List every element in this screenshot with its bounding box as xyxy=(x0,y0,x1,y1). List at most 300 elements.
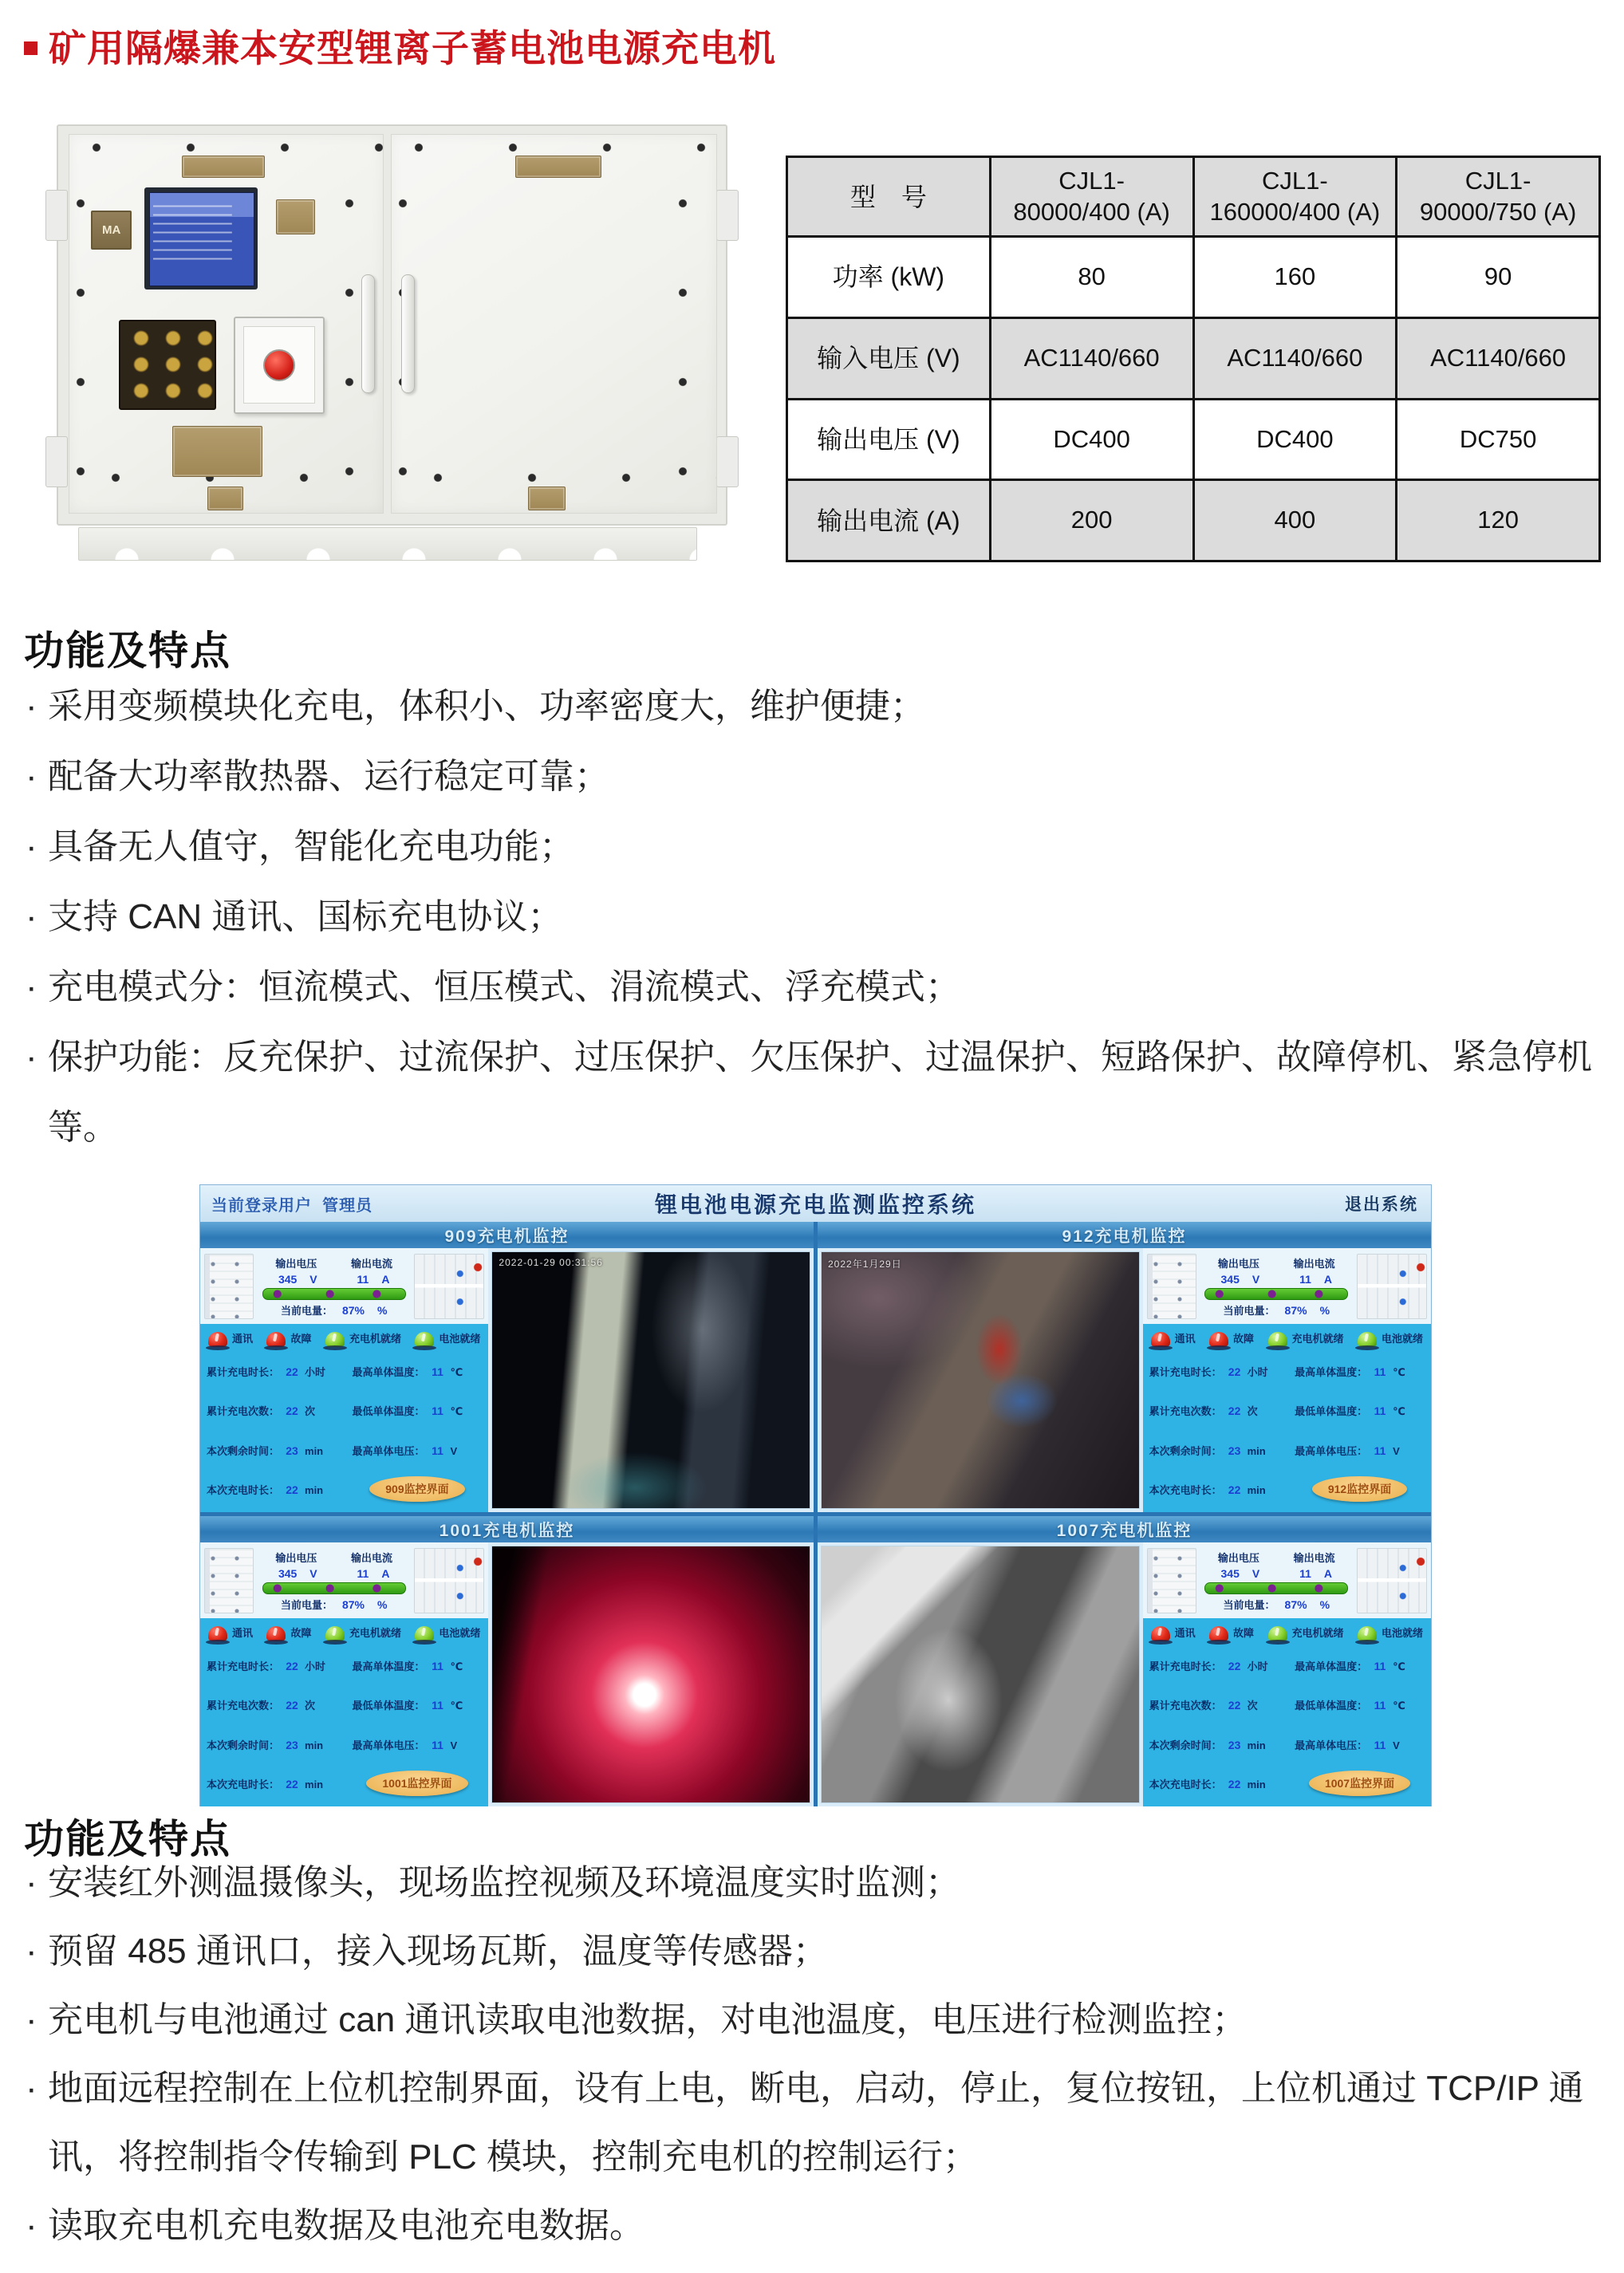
bottom-plate xyxy=(528,487,566,510)
cabinet-base-skirt xyxy=(78,527,697,561)
indicator-label: 故障 xyxy=(290,1627,312,1639)
charge-progress-bar xyxy=(262,1288,406,1300)
soc-value: 87% xyxy=(341,1597,365,1611)
output-voltage-label: 输出电压 xyxy=(1217,1551,1259,1564)
stat-unit: ℃ xyxy=(450,1366,463,1379)
charger-thumbnail xyxy=(204,1254,254,1319)
battery-thumbnail xyxy=(414,1548,484,1613)
stat-value: 22 xyxy=(1228,1365,1241,1379)
page-title xyxy=(24,19,776,73)
stat-unit: 小时 xyxy=(1247,1366,1268,1379)
spec-cell: 160 xyxy=(1193,237,1397,318)
model-line1: CJL1- xyxy=(1262,166,1328,195)
right-door-handle xyxy=(401,274,415,393)
stat-unit: V xyxy=(450,1444,458,1457)
soc-value: 87% xyxy=(1284,1597,1307,1611)
charger-stats-panel xyxy=(200,1618,488,1806)
output-current-unit: A xyxy=(381,1566,390,1580)
labels-row xyxy=(258,1255,409,1270)
stat-unit: 次 xyxy=(1247,1405,1258,1418)
spec-cell: 200 xyxy=(990,480,1193,561)
monitoring-system-screenshot xyxy=(199,1184,1432,1806)
spec-cell: AC1140/660 xyxy=(1193,317,1397,399)
bullet-marker: · xyxy=(26,827,37,866)
quadrant-1007-body xyxy=(818,1542,1431,1806)
bell-red-icon xyxy=(1151,1626,1170,1641)
stat-label: 本次充电时长： xyxy=(207,1483,280,1496)
stat-value: 11 xyxy=(432,1444,443,1457)
nameplate-small xyxy=(515,156,601,178)
indicator-battery-ready xyxy=(1358,1330,1423,1347)
bell-red-icon xyxy=(266,1332,286,1347)
spec-cell: 400 xyxy=(1193,480,1397,561)
stat-label: 累计充电次数： xyxy=(207,1405,280,1418)
stat-value: 11 xyxy=(1374,1365,1386,1379)
stat-unit: ℃ xyxy=(450,1405,463,1418)
quadrant-1001-body xyxy=(200,1542,814,1806)
stat-label: 累计充电时长： xyxy=(1149,1366,1222,1379)
stat-row xyxy=(207,1685,482,1724)
soc-label: 当前电量： xyxy=(1223,1598,1275,1611)
stat-row xyxy=(1149,1391,1425,1430)
soc-label: 当前电量： xyxy=(280,1304,333,1317)
camera-feed-1001 xyxy=(491,1546,810,1803)
soc-unit: % xyxy=(1319,1303,1330,1317)
bullet-marker: · xyxy=(26,1863,37,1902)
login-user-label xyxy=(211,1192,372,1215)
indicator-battery-ready xyxy=(415,1625,480,1641)
feature-text: 具备无人值守，智能化充电功能； xyxy=(48,827,574,866)
stat-unit: 次 xyxy=(305,1700,316,1712)
cabinet-body xyxy=(57,124,727,526)
model-line2: 80000/400 (A) xyxy=(1013,197,1170,226)
page-title-text: 矿用隔爆兼本安型锂离子蓄电池电源充电机 xyxy=(49,27,776,69)
charger-stats-1007 xyxy=(1143,1542,1431,1806)
stat-value: 22 xyxy=(286,1699,298,1712)
stat-unit: ℃ xyxy=(450,1660,463,1673)
lcd-display xyxy=(144,187,258,290)
soc-unit: % xyxy=(1319,1597,1330,1611)
feature-text: 读取充电机充电数据及电池充电数据。 xyxy=(48,2206,644,2245)
rating-nameplate xyxy=(172,426,262,477)
feature-item xyxy=(24,1986,1619,2054)
bullet-marker: · xyxy=(26,1038,37,1077)
login-user-value: 管理员 xyxy=(322,1196,373,1215)
stat-unit: V xyxy=(1393,1444,1400,1457)
output-current-unit: A xyxy=(1323,1272,1333,1286)
values-row xyxy=(258,1273,409,1286)
indicator-label: 充电机就绪 xyxy=(349,1627,401,1639)
bottom-plate xyxy=(207,487,243,510)
stat-unit: ℃ xyxy=(450,1700,463,1712)
camera-timestamp: 2022-01-29 00:31:56 xyxy=(499,1257,603,1268)
stat-unit: min xyxy=(305,1483,324,1496)
title-square-bullet-icon xyxy=(24,41,37,55)
spec-cell: 120 xyxy=(1397,480,1600,561)
labels-row xyxy=(1201,1255,1352,1270)
spec-cell: 90 xyxy=(1397,237,1600,318)
stat-row xyxy=(207,1646,482,1685)
left-door-handle xyxy=(361,274,375,393)
spec-header-col1 xyxy=(990,157,1193,237)
output-voltage-label: 输出电压 xyxy=(275,1257,317,1270)
features-heading-2: 功能及特点 xyxy=(24,1817,231,1861)
indicator-label: 通讯 xyxy=(1174,1627,1196,1639)
stat-label: 最高单体温度： xyxy=(352,1366,425,1379)
indicator-label: 电池就绪 xyxy=(1381,1333,1423,1345)
bell-red-icon xyxy=(1209,1332,1228,1347)
spec-row-output-current xyxy=(787,480,1600,561)
spec-header-col3 xyxy=(1397,157,1600,237)
spec-row-label: 输出电压 (V) xyxy=(787,399,991,480)
camera-feed-912 xyxy=(821,1251,1140,1509)
output-current-value: 11 xyxy=(357,1566,369,1580)
bullet-marker: · xyxy=(26,1932,37,1971)
stat-value: 23 xyxy=(286,1738,298,1751)
stat-value: 11 xyxy=(1374,1699,1386,1712)
exit-system-button[interactable]: 退出系统 xyxy=(1345,1196,1418,1214)
stat-value: 22 xyxy=(286,1365,298,1379)
stat-label: 累计充电次数： xyxy=(207,1700,280,1712)
indicator-comm xyxy=(208,1330,253,1347)
stat-label: 最低单体温度： xyxy=(352,1700,425,1712)
monitor-grid xyxy=(200,1222,1431,1806)
charger-stats-panel xyxy=(1143,1618,1431,1806)
overview-mid xyxy=(258,1550,409,1612)
stat-label: 本次剩余时间： xyxy=(207,1444,280,1457)
stat-row xyxy=(207,1725,482,1764)
output-voltage-unit: V xyxy=(1252,1566,1260,1580)
output-voltage-unit: V xyxy=(309,1272,317,1286)
indicator-label: 充电机就绪 xyxy=(1291,1333,1344,1345)
stat-row xyxy=(207,1391,482,1430)
feature-text: 保护功能：反充保护、过流保护、过压保护、欠压保护、过温保护、短路保护、故障停机、紧急停机等。 xyxy=(48,1038,1592,1147)
camera-feed-909 xyxy=(491,1251,810,1509)
stat-row xyxy=(1149,1470,1425,1509)
indicator-row xyxy=(1149,1329,1425,1352)
stat-unit: 小时 xyxy=(305,1366,326,1379)
stat-label: 最高单体温度： xyxy=(352,1660,425,1673)
bell-red-icon xyxy=(1151,1332,1170,1347)
indicator-label: 充电机就绪 xyxy=(1291,1627,1344,1639)
stat-label: 本次剩余时间： xyxy=(207,1739,280,1751)
charger-thumbnail xyxy=(1147,1548,1196,1613)
spec-table xyxy=(786,156,1601,562)
spec-row-label: 输出电流 (A) xyxy=(787,480,991,561)
output-current-unit: A xyxy=(381,1272,390,1286)
stat-unit: 小时 xyxy=(305,1660,326,1673)
features-list-2 xyxy=(24,1849,1619,2260)
stat-label: 最高单体电压： xyxy=(1295,1739,1368,1751)
indicator-label: 充电机就绪 xyxy=(349,1333,401,1345)
soc-value: 87% xyxy=(1284,1303,1307,1317)
indicator-label: 通讯 xyxy=(232,1627,254,1639)
output-voltage-value: 345 xyxy=(278,1566,298,1580)
stat-label: 最高单体温度： xyxy=(1295,1660,1368,1673)
monitor-view-button-1001[interactable]: 1001监控界面 xyxy=(366,1771,467,1796)
camera-timestamp: 2022年1月29日 xyxy=(828,1259,902,1270)
spec-header-model: 型 号 xyxy=(787,157,991,237)
indicator-row xyxy=(207,1623,482,1646)
stat-value: 11 xyxy=(432,1365,443,1379)
stat-value: 23 xyxy=(1228,1444,1241,1457)
charge-progress-bar xyxy=(1204,1288,1348,1300)
indicator-row xyxy=(1149,1623,1425,1646)
output-voltage-label: 输出电压 xyxy=(275,1551,317,1564)
output-current-value: 11 xyxy=(1299,1566,1311,1580)
bullet-marker: · xyxy=(26,2206,37,2245)
monitor-view-button-909[interactable]: 909监控界面 xyxy=(369,1476,464,1502)
output-voltage-unit: V xyxy=(1252,1272,1260,1286)
stat-label: 最低单体温度： xyxy=(1295,1700,1368,1712)
login-label: 当前登录用户 xyxy=(211,1196,312,1215)
hinge-left-top xyxy=(45,190,68,241)
stat-value: 22 xyxy=(286,1660,298,1673)
stat-unit: min xyxy=(1247,1778,1266,1790)
bullet-marker: · xyxy=(26,2069,37,2108)
quadrant-912 xyxy=(818,1222,1431,1512)
nameplate-small xyxy=(182,156,265,178)
stat-row xyxy=(207,1431,482,1470)
feature-item xyxy=(24,672,1619,742)
charger-stats-1001 xyxy=(200,1542,488,1806)
stat-label: 本次剩余时间： xyxy=(1149,1739,1222,1751)
stat-row xyxy=(1149,1764,1425,1803)
stat-unit: ℃ xyxy=(1393,1660,1405,1673)
output-current-value: 11 xyxy=(357,1272,369,1286)
output-voltage-unit: V xyxy=(309,1566,317,1580)
stat-unit: min xyxy=(1247,1483,1266,1496)
indicator-comm xyxy=(208,1625,253,1641)
charger-thumbnail xyxy=(1147,1254,1196,1319)
output-current-label: 输出电流 xyxy=(1293,1257,1335,1270)
stat-label: 累计充电时长： xyxy=(1149,1660,1222,1673)
stat-value: 11 xyxy=(1374,1444,1386,1457)
indicator-fault xyxy=(266,1625,311,1641)
spec-cell: DC750 xyxy=(1397,399,1600,480)
indicator-label: 通讯 xyxy=(232,1333,254,1345)
feature-item xyxy=(24,952,1619,1022)
values-row xyxy=(1201,1567,1352,1580)
battery-thumbnail xyxy=(1357,1548,1427,1613)
lcd-screen xyxy=(149,192,254,286)
stat-value: 22 xyxy=(286,1483,298,1496)
overview-mid xyxy=(258,1255,409,1318)
feature-text: 充电模式分：恒流模式、恒压模式、涓流模式、浮充模式； xyxy=(48,967,960,1007)
stat-label: 本次充电时长： xyxy=(207,1778,280,1790)
feature-text: 预留 485 通讯口，接入现场瓦斯，温度等传感器； xyxy=(48,1932,828,1971)
monitor-titlebar xyxy=(200,1185,1431,1222)
soc-row xyxy=(281,1597,388,1612)
model-line1: CJL1- xyxy=(1058,166,1125,195)
indicator-battery-ready xyxy=(415,1330,480,1347)
bell-green-icon xyxy=(1268,1332,1287,1347)
stat-label: 累计充电次数： xyxy=(1149,1405,1222,1418)
cabinet-right-door xyxy=(391,134,718,514)
soc-unit: % xyxy=(377,1303,388,1317)
indicator-fault xyxy=(1209,1625,1254,1641)
emergency-stop-box xyxy=(234,317,325,414)
stat-unit: 小时 xyxy=(1247,1660,1268,1673)
feature-item xyxy=(24,812,1619,882)
feature-text: 充电机与电池通过 can 通讯读取电池数据，对电池温度，电压进行检测监控； xyxy=(48,2000,1248,2039)
charger-overview-strip xyxy=(1143,1248,1431,1324)
stat-row xyxy=(1149,1431,1425,1470)
stat-unit: min xyxy=(305,1444,324,1457)
battery-thumbnail xyxy=(414,1254,484,1319)
quadrant-1001 xyxy=(200,1516,814,1806)
output-current-label: 输出电流 xyxy=(351,1551,393,1564)
bullet-marker: · xyxy=(26,757,37,796)
stat-label: 最低单体温度： xyxy=(352,1405,425,1418)
feature-text: 配备大功率散热器、运行稳定可靠； xyxy=(48,757,609,796)
bullet-marker: · xyxy=(26,967,37,1007)
stat-unit: min xyxy=(1247,1444,1266,1457)
soc-label: 当前电量： xyxy=(1223,1304,1275,1317)
spec-row-label: 功率 (kW) xyxy=(787,237,991,318)
charger-overview-strip xyxy=(200,1542,488,1618)
stat-label: 累计充电时长： xyxy=(207,1660,280,1673)
charger-stats-panel xyxy=(1143,1324,1431,1512)
stat-label: 最高单体电压： xyxy=(352,1444,425,1457)
output-voltage-value: 345 xyxy=(278,1272,298,1286)
connector-panel xyxy=(119,320,216,410)
output-voltage-value: 345 xyxy=(1220,1272,1240,1286)
ma-certification-badge: MA xyxy=(91,211,132,250)
stat-label: 本次充电时长： xyxy=(1149,1778,1222,1790)
bell-green-icon xyxy=(415,1332,434,1347)
hinge-right-bottom xyxy=(716,436,739,487)
spec-cell: AC1140/660 xyxy=(990,317,1193,399)
spec-row-power xyxy=(787,237,1600,318)
bell-green-icon xyxy=(325,1332,345,1347)
feature-item xyxy=(24,2054,1619,2192)
indicator-battery-ready xyxy=(1358,1625,1423,1641)
stat-unit: ℃ xyxy=(1393,1700,1405,1712)
stat-row xyxy=(207,1470,482,1509)
model-line1: CJL1- xyxy=(1464,166,1531,195)
charger-overview-strip xyxy=(1143,1542,1431,1618)
stat-unit: 次 xyxy=(1247,1700,1258,1712)
output-voltage-label: 输出电压 xyxy=(1217,1257,1259,1270)
monitor-view-button-1007[interactable]: 1007监控界面 xyxy=(1309,1771,1410,1796)
feature-item xyxy=(24,1022,1619,1163)
battery-thumbnail xyxy=(1357,1254,1427,1319)
output-current-label: 输出电流 xyxy=(351,1257,393,1270)
stat-value: 22 xyxy=(1228,1404,1241,1418)
bell-red-icon xyxy=(266,1626,286,1641)
stat-value: 11 xyxy=(1374,1738,1386,1751)
hinge-left-bottom xyxy=(45,436,68,487)
stat-unit: min xyxy=(305,1739,324,1751)
output-current-value: 11 xyxy=(1299,1272,1311,1286)
stat-value: 23 xyxy=(286,1444,298,1457)
camera-feed-1007 xyxy=(821,1546,1140,1803)
labels-row xyxy=(1201,1550,1352,1565)
stat-value: 11 xyxy=(432,1699,443,1712)
stat-unit: ℃ xyxy=(1393,1405,1405,1418)
feature-text: 地面远程控制在上位机控制界面，设有上电，断电，启动，停止，复位按钮，上位机通过 TCP/IP 通讯，将控制指令传输到 PLC 模块，控制充电机的控制运行； xyxy=(48,2069,1584,2176)
output-current-label: 输出电流 xyxy=(1293,1551,1335,1564)
stat-label: 累计充电时长： xyxy=(207,1366,280,1379)
soc-label: 当前电量： xyxy=(280,1598,333,1611)
charge-progress-bar xyxy=(1204,1582,1348,1594)
feature-text: 支持 CAN 通讯、国标充电协议； xyxy=(48,897,563,936)
bell-green-icon xyxy=(1358,1332,1377,1347)
bell-green-icon xyxy=(1268,1626,1287,1641)
bell-green-icon xyxy=(325,1626,345,1641)
bell-red-icon xyxy=(208,1332,227,1347)
indicator-label: 电池就绪 xyxy=(1381,1627,1423,1639)
labels-row xyxy=(258,1550,409,1565)
quadrant-909 xyxy=(200,1222,814,1512)
stat-row xyxy=(207,1352,482,1391)
quadrant-1001-header: 1001充电机监控 xyxy=(200,1516,814,1542)
stat-label: 本次剩余时间： xyxy=(1149,1444,1222,1457)
feature-item xyxy=(24,882,1619,952)
model-line2: 90000/750 (A) xyxy=(1419,197,1577,226)
stat-value: 11 xyxy=(1374,1660,1386,1673)
stat-value: 22 xyxy=(286,1777,298,1790)
charger-overview-strip xyxy=(200,1248,488,1324)
stat-unit: min xyxy=(305,1778,324,1790)
indicator-row xyxy=(207,1329,482,1352)
soc-unit: % xyxy=(377,1597,388,1611)
stat-label: 最高单体电压： xyxy=(352,1739,425,1751)
bell-red-icon xyxy=(1209,1626,1228,1641)
stat-label: 最低单体温度： xyxy=(1295,1405,1368,1418)
indicator-label: 故障 xyxy=(1233,1627,1255,1639)
indicator-label: 故障 xyxy=(1233,1333,1255,1345)
quadrant-909-body xyxy=(200,1248,814,1512)
soc-row xyxy=(281,1302,388,1318)
stat-label: 本次充电时长： xyxy=(1149,1483,1222,1496)
spec-row-input-voltage xyxy=(787,317,1600,399)
overview-mid xyxy=(1201,1255,1352,1318)
stat-row xyxy=(1149,1725,1425,1764)
indicator-label: 通讯 xyxy=(1174,1333,1196,1345)
quadrant-912-header: 912充电机监控 xyxy=(818,1222,1431,1248)
stat-row xyxy=(1149,1646,1425,1685)
spec-cell: AC1140/660 xyxy=(1397,317,1600,399)
quadrant-912-body xyxy=(818,1248,1431,1512)
stat-value: 11 xyxy=(432,1738,443,1751)
stat-value: 22 xyxy=(1228,1483,1241,1496)
spec-row-output-voltage xyxy=(787,399,1600,480)
indicator-charger-ready xyxy=(325,1330,401,1347)
monitor-view-button-912[interactable]: 912监控界面 xyxy=(1312,1476,1407,1502)
system-title: 锂电池电源充电监测监控系统 xyxy=(654,1192,976,1217)
spec-cell: 80 xyxy=(990,237,1193,318)
quadrant-909-header: 909充电机监控 xyxy=(200,1222,814,1248)
stat-unit: V xyxy=(1393,1739,1400,1751)
stat-value: 11 xyxy=(1374,1404,1386,1418)
output-current-unit: A xyxy=(1323,1566,1333,1580)
bell-green-icon xyxy=(415,1626,434,1641)
soc-value: 87% xyxy=(341,1303,365,1317)
stat-value: 11 xyxy=(432,1404,443,1418)
bullet-marker: · xyxy=(26,687,37,726)
indicator-charger-ready xyxy=(1268,1330,1344,1347)
output-voltage-value: 345 xyxy=(1220,1566,1240,1580)
stat-label: 最高单体温度： xyxy=(1295,1366,1368,1379)
stat-value: 22 xyxy=(286,1404,298,1418)
spec-header-row xyxy=(787,157,1600,237)
indicator-fault xyxy=(1209,1330,1254,1347)
stat-unit: min xyxy=(1247,1739,1266,1751)
feature-item xyxy=(24,2192,1619,2260)
spec-row-label: 输入电压 (V) xyxy=(787,317,991,399)
